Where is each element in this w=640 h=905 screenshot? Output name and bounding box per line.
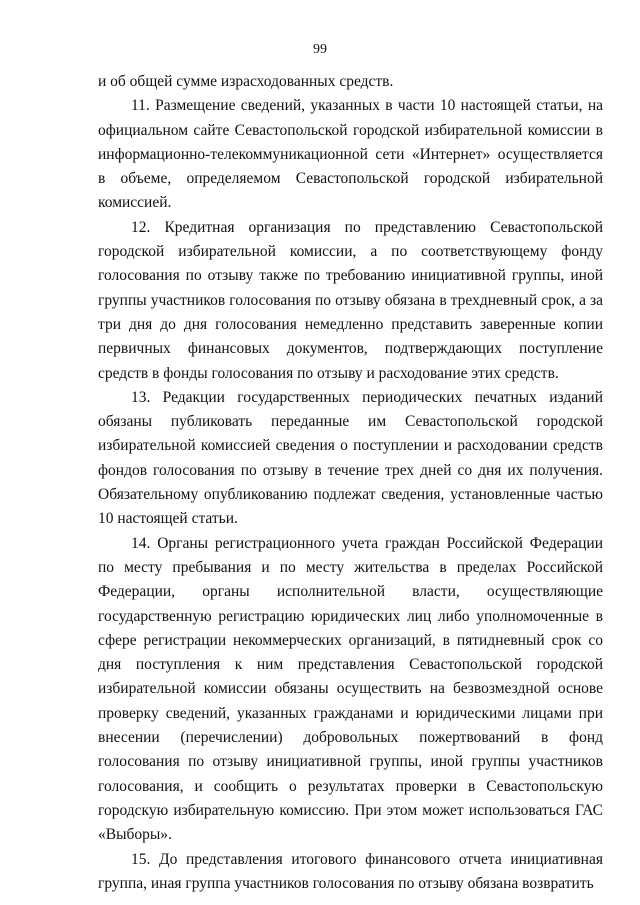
paragraph-item-14: 14. Органы регистрационного учета граждан Российской Федерации по месту пребывания и по месту жительства в пределах Российской Федерации, органы исполнительной власти, осуществляющие государственную регистрацию юридических лиц либо уполномоченные в сфере регистрации некоммерческих организаций, в пятидневный срок со дня поступления к ним представления Севастопольской городской избирательной комиссии обязаны осуществить на безвозмездной основе проверку сведений, указанных гражданами и юридическими лицами при внесении (перечислении) добровольных пожертвований в фонд голосования по отзыву инициативной группы, иной группы участников голосования, и сообщить о результатах проверки в Севастопольскую городскую избирательную комиссию. При этом может использоваться ГАС «Выборы». [98,534,603,844]
document-body [98,70,603,896]
paragraph-item-11: 11. Размещение сведений, указанных в части 10 настоящей статьи, на официальном сайте Севастопольской городской избирательной комиссии в информационно-телекоммуникационной сети «Интернет» осуществляется в объеме, определяемом Севастопольской городской избирательной комиссией. [98,97,603,212]
page-number: 99 [313,42,327,57]
paragraph-continuation: и об общей сумме израсходованных средств. [98,73,394,90]
paragraph-item-13: 13. Редакции государственных периодических печатных изданий обязаны публиковать переданные им Севастопольской городской избирательной комиссией сведения о поступлении и расходовании средств фондов голосования по отзыву в течение трех дней со дня их получения. Обязательному опубликованию подлежат сведения, установленные частью 10 настоящей статьи. [98,388,603,528]
paragraph-item-12: 12. Кредитная организация по представлению Севастопольской городской избирательной комиссии, а по соответствующему фонду голосования по отзыву также по требованию инициативной группы, иной группы участников голосования по отзыву обязана в трехдневный срок, а за три дня до дня голосования немедленно представить заверенные копии первичных финансовых документов, подтверждающих поступление средств в фонды голосования по отзыву и расходование этих средств. [98,218,603,382]
paragraph-item-15: 15. До представления итогового финансового отчета инициативная группа, иная группа участников голосования по отзыву обязана возвратить [98,850,603,892]
